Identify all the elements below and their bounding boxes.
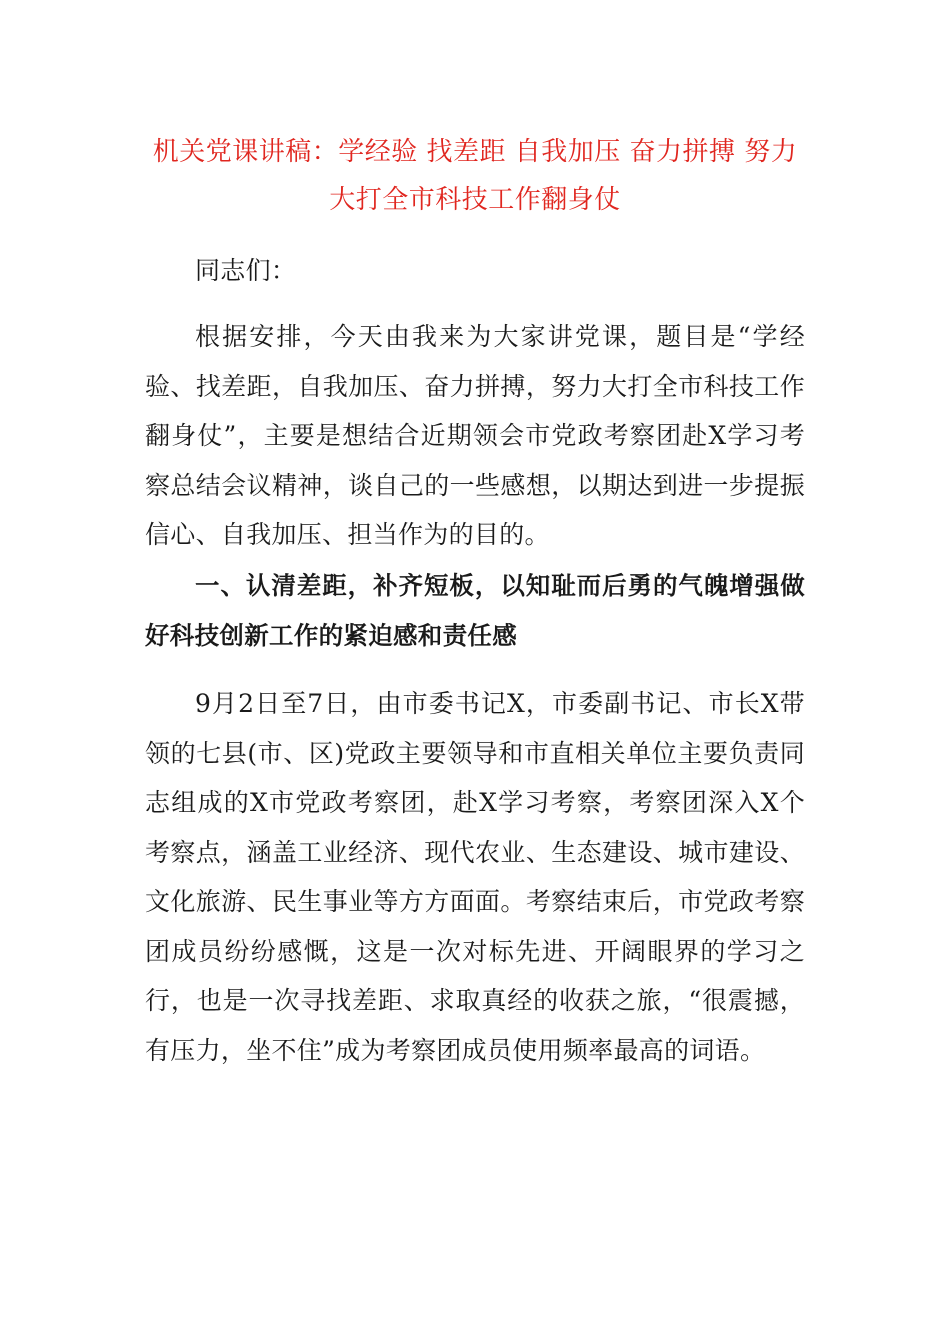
salutation: 同志们： bbox=[195, 256, 297, 285]
paragraph-section-1: 9月2日至7日，由市委书记X，市委副书记、市长X带领的七县(市、区)党政主要领导和市直相关单位主要负责同志组成的X市党政考察团，赴X学习考察，考察团深入X个考察点，涵盖工业经济、现代农业、生态建设、城市建设、文化旅游、民生事业等方方面面。考察结束后，市党政考察团成员纷纷感慨，这是一次对标先进、开阔眼界的学习之行，也是一次寻找差距、求取真经的收获之旅，“很震撼，有压力，坐不住”成为考察团成员使用频率最高的词语。 bbox=[145, 689, 805, 1065]
section-heading-1: 一、认清差距，补齐短板，以知耻而后勇的气魄增强做好科技创新工作的紧迫感和责任感 bbox=[145, 571, 805, 650]
document-title: 机关党课讲稿：学经验 找差距 自我加压 奋力拼搏 努力大打全市科技工作翻身仗 bbox=[152, 137, 798, 215]
paragraph-intro: 根据安排，今天由我来为大家讲党课，题目是“学经验、找差距，自我加压、奋力拼搏，努力大打全市科技工作翻身仗”，主要是想结合近期领会市党政考察团赴X学习考察总结会议精神，谈自己的一些感想，以期达到进一步提振信心、自我加压、担当作为的目的。 bbox=[145, 322, 805, 549]
